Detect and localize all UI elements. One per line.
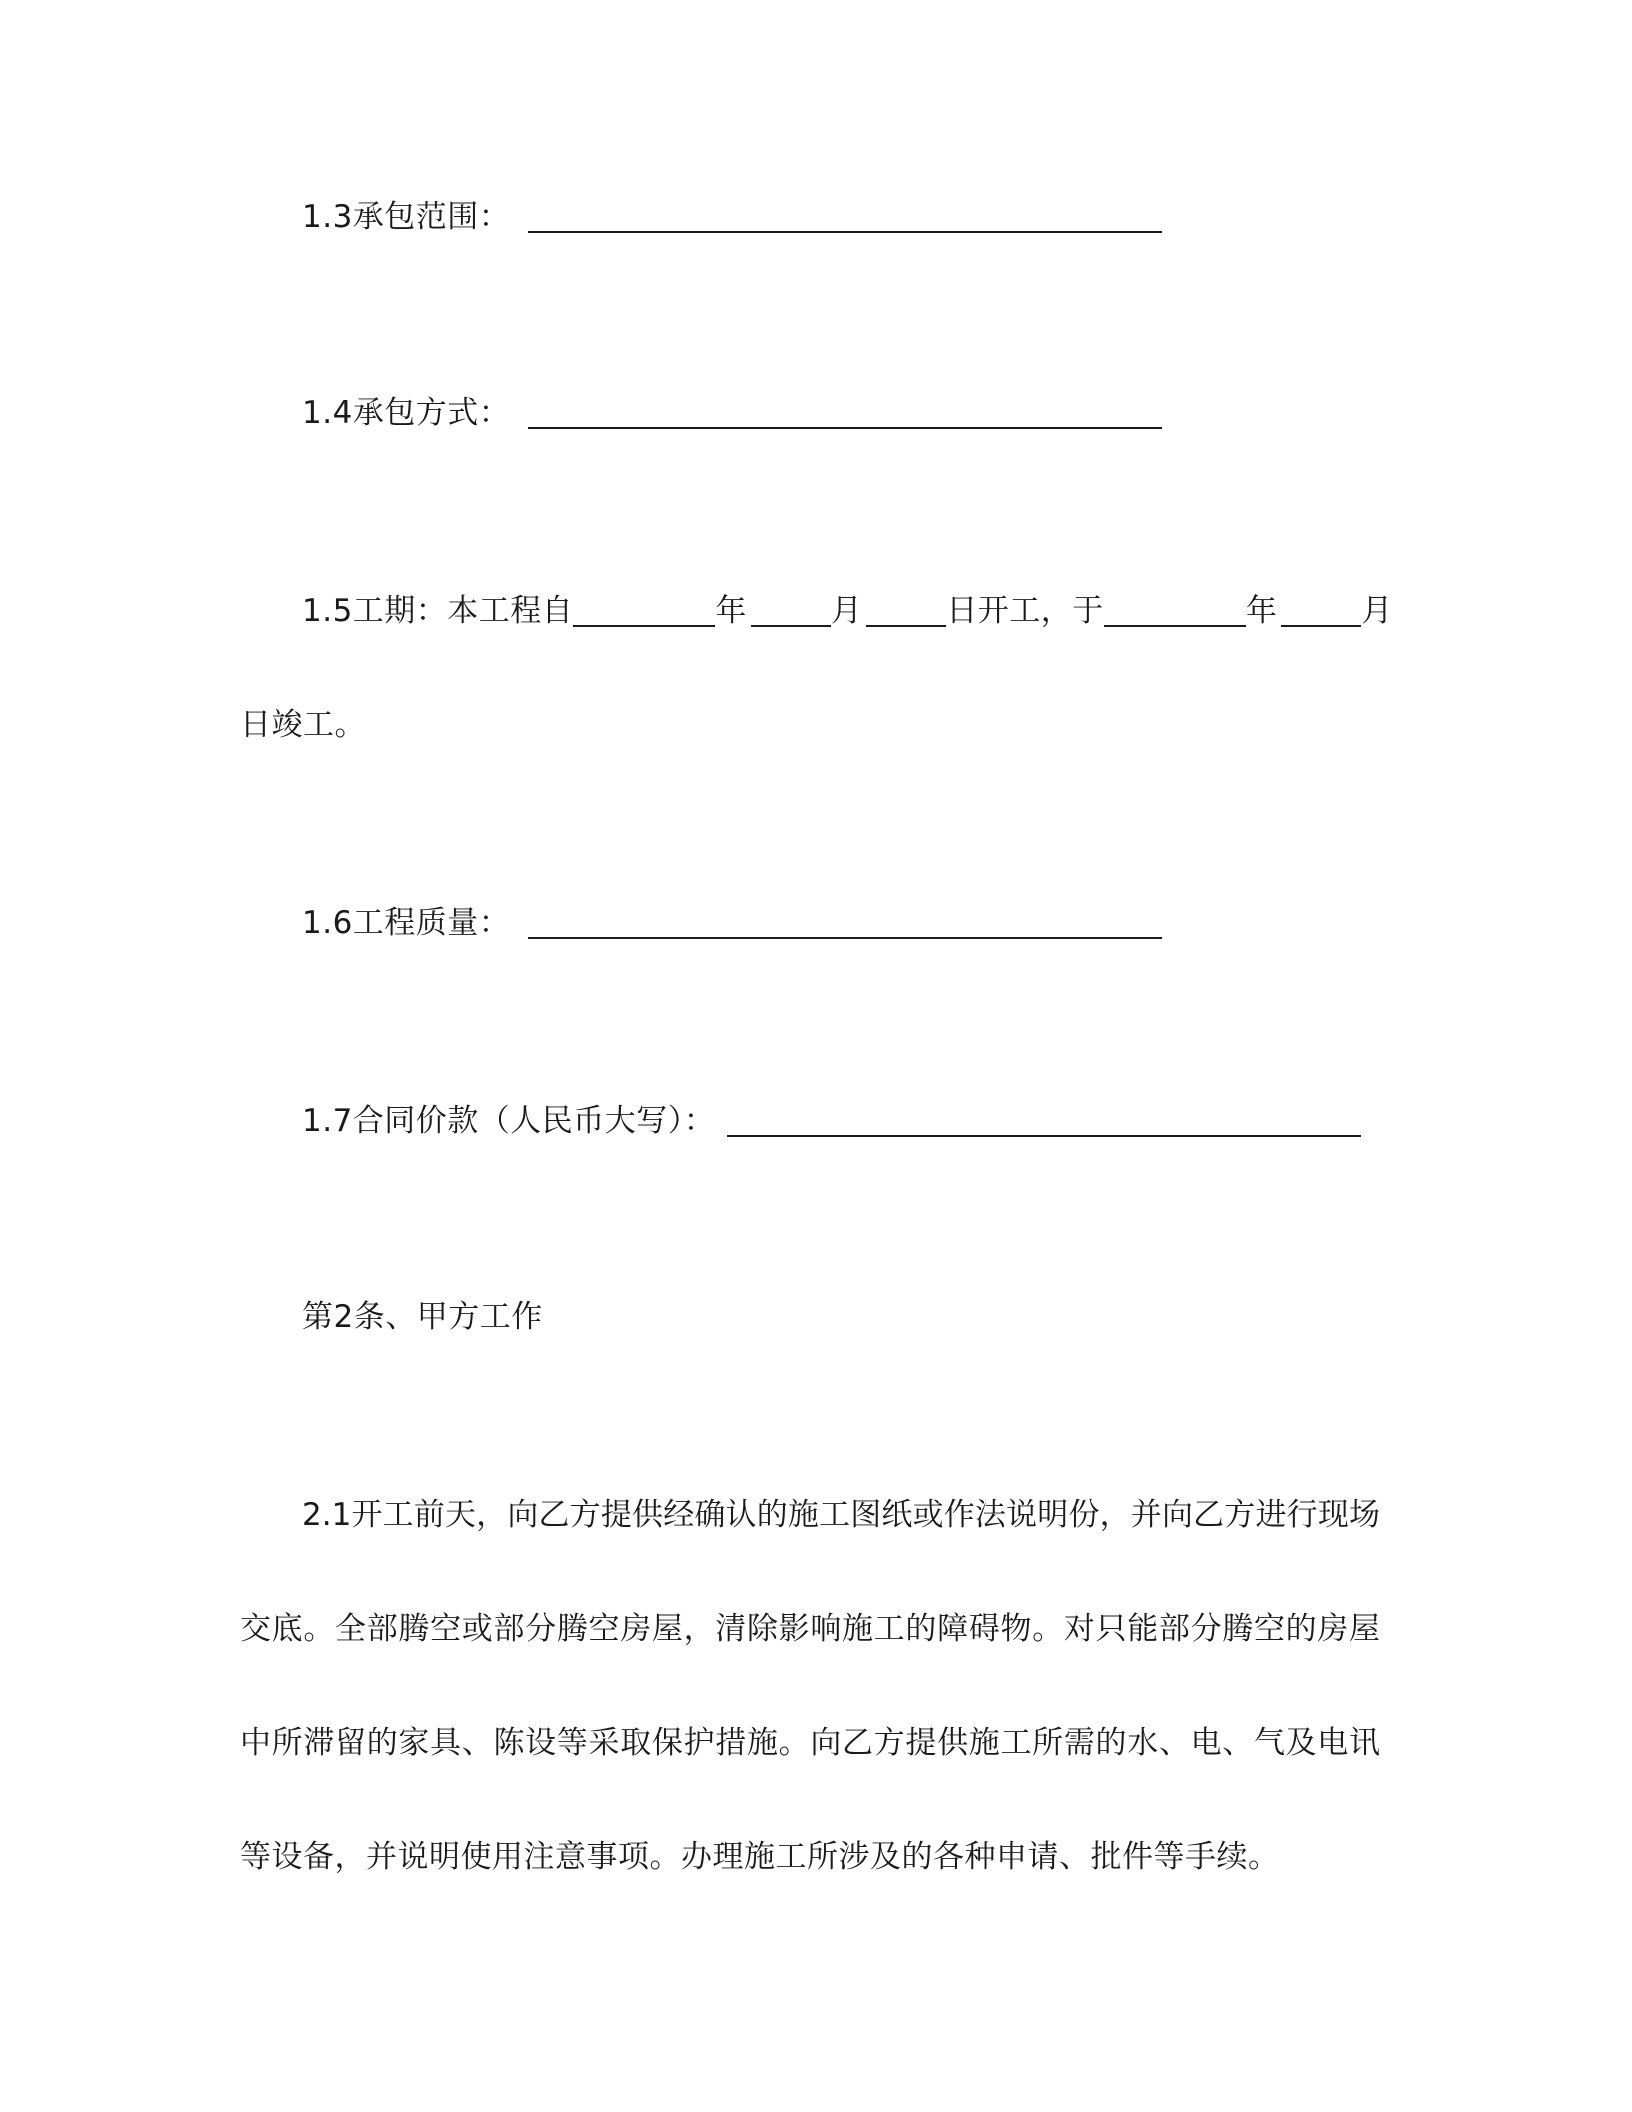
clause-1-5 <box>302 591 1393 631</box>
price-blank-field[interactable] <box>727 1105 1361 1137</box>
clause-1-6-label: 1.6工程质量： <box>302 905 511 941</box>
clause-2-1-line-4-text: 等设备，并说明使用注意事项。办理施工所涉及的各种申请、批件等手续。 <box>240 1839 1280 1875</box>
clause-1-5-prefix: 1.5工期：本工程自 <box>302 593 574 629</box>
clause-1-5-end-text: 日竣工。 <box>240 707 366 743</box>
start-month-label: 月 <box>830 593 863 629</box>
clause-2-1-line-2: 交底。全部腾空或部分腾空房屋，清除影响施工的障碍物。对只能部分腾空的房屋 <box>240 1611 1380 1647</box>
start-month-blank[interactable] <box>751 595 831 627</box>
start-year-label: 年 <box>715 593 747 629</box>
start-day-blank[interactable] <box>866 595 946 627</box>
clause-1-7 <box>302 1101 1361 1141</box>
clause-2-1-line-3: 中所滞留的家具、陈设等采取保护措施。向乙方提供施工所需的水、电、气及电讯 <box>240 1725 1380 1761</box>
end-year-label: 年 <box>1245 593 1278 629</box>
end-year-blank[interactable] <box>1104 595 1246 627</box>
start-day-label: 日开工，于 <box>946 593 1104 629</box>
clause-1-5-continuation <box>240 705 366 745</box>
method-blank-field[interactable] <box>528 397 1162 429</box>
end-month-blank[interactable] <box>1281 595 1361 627</box>
start-year-blank[interactable] <box>573 595 715 627</box>
article-2-title: 第2条、甲方工作 <box>302 1299 543 1335</box>
clause-1-4-label: 1.4承包方式： <box>302 395 511 431</box>
clause-1-6 <box>302 903 1162 943</box>
end-month-label: 月 <box>1361 593 1393 629</box>
clause-1-7-label: 1.7合同价款（人民币大写）： <box>302 1103 716 1139</box>
clause-1-3-label: 1.3承包范围： <box>302 199 511 235</box>
article-2-heading <box>302 1297 543 1337</box>
clause-1-3 <box>302 197 1162 237</box>
quality-blank-field[interactable] <box>528 907 1162 939</box>
scope-blank-field[interactable] <box>528 201 1162 233</box>
clause-2-1-line-1: 2.1开工前天，向乙方提供经确认的施工图纸或作法说明份，并向乙方进行现场 <box>302 1497 1380 1533</box>
clause-1-4 <box>302 393 1162 433</box>
clause-2-1-line-4 <box>240 1837 1280 1877</box>
